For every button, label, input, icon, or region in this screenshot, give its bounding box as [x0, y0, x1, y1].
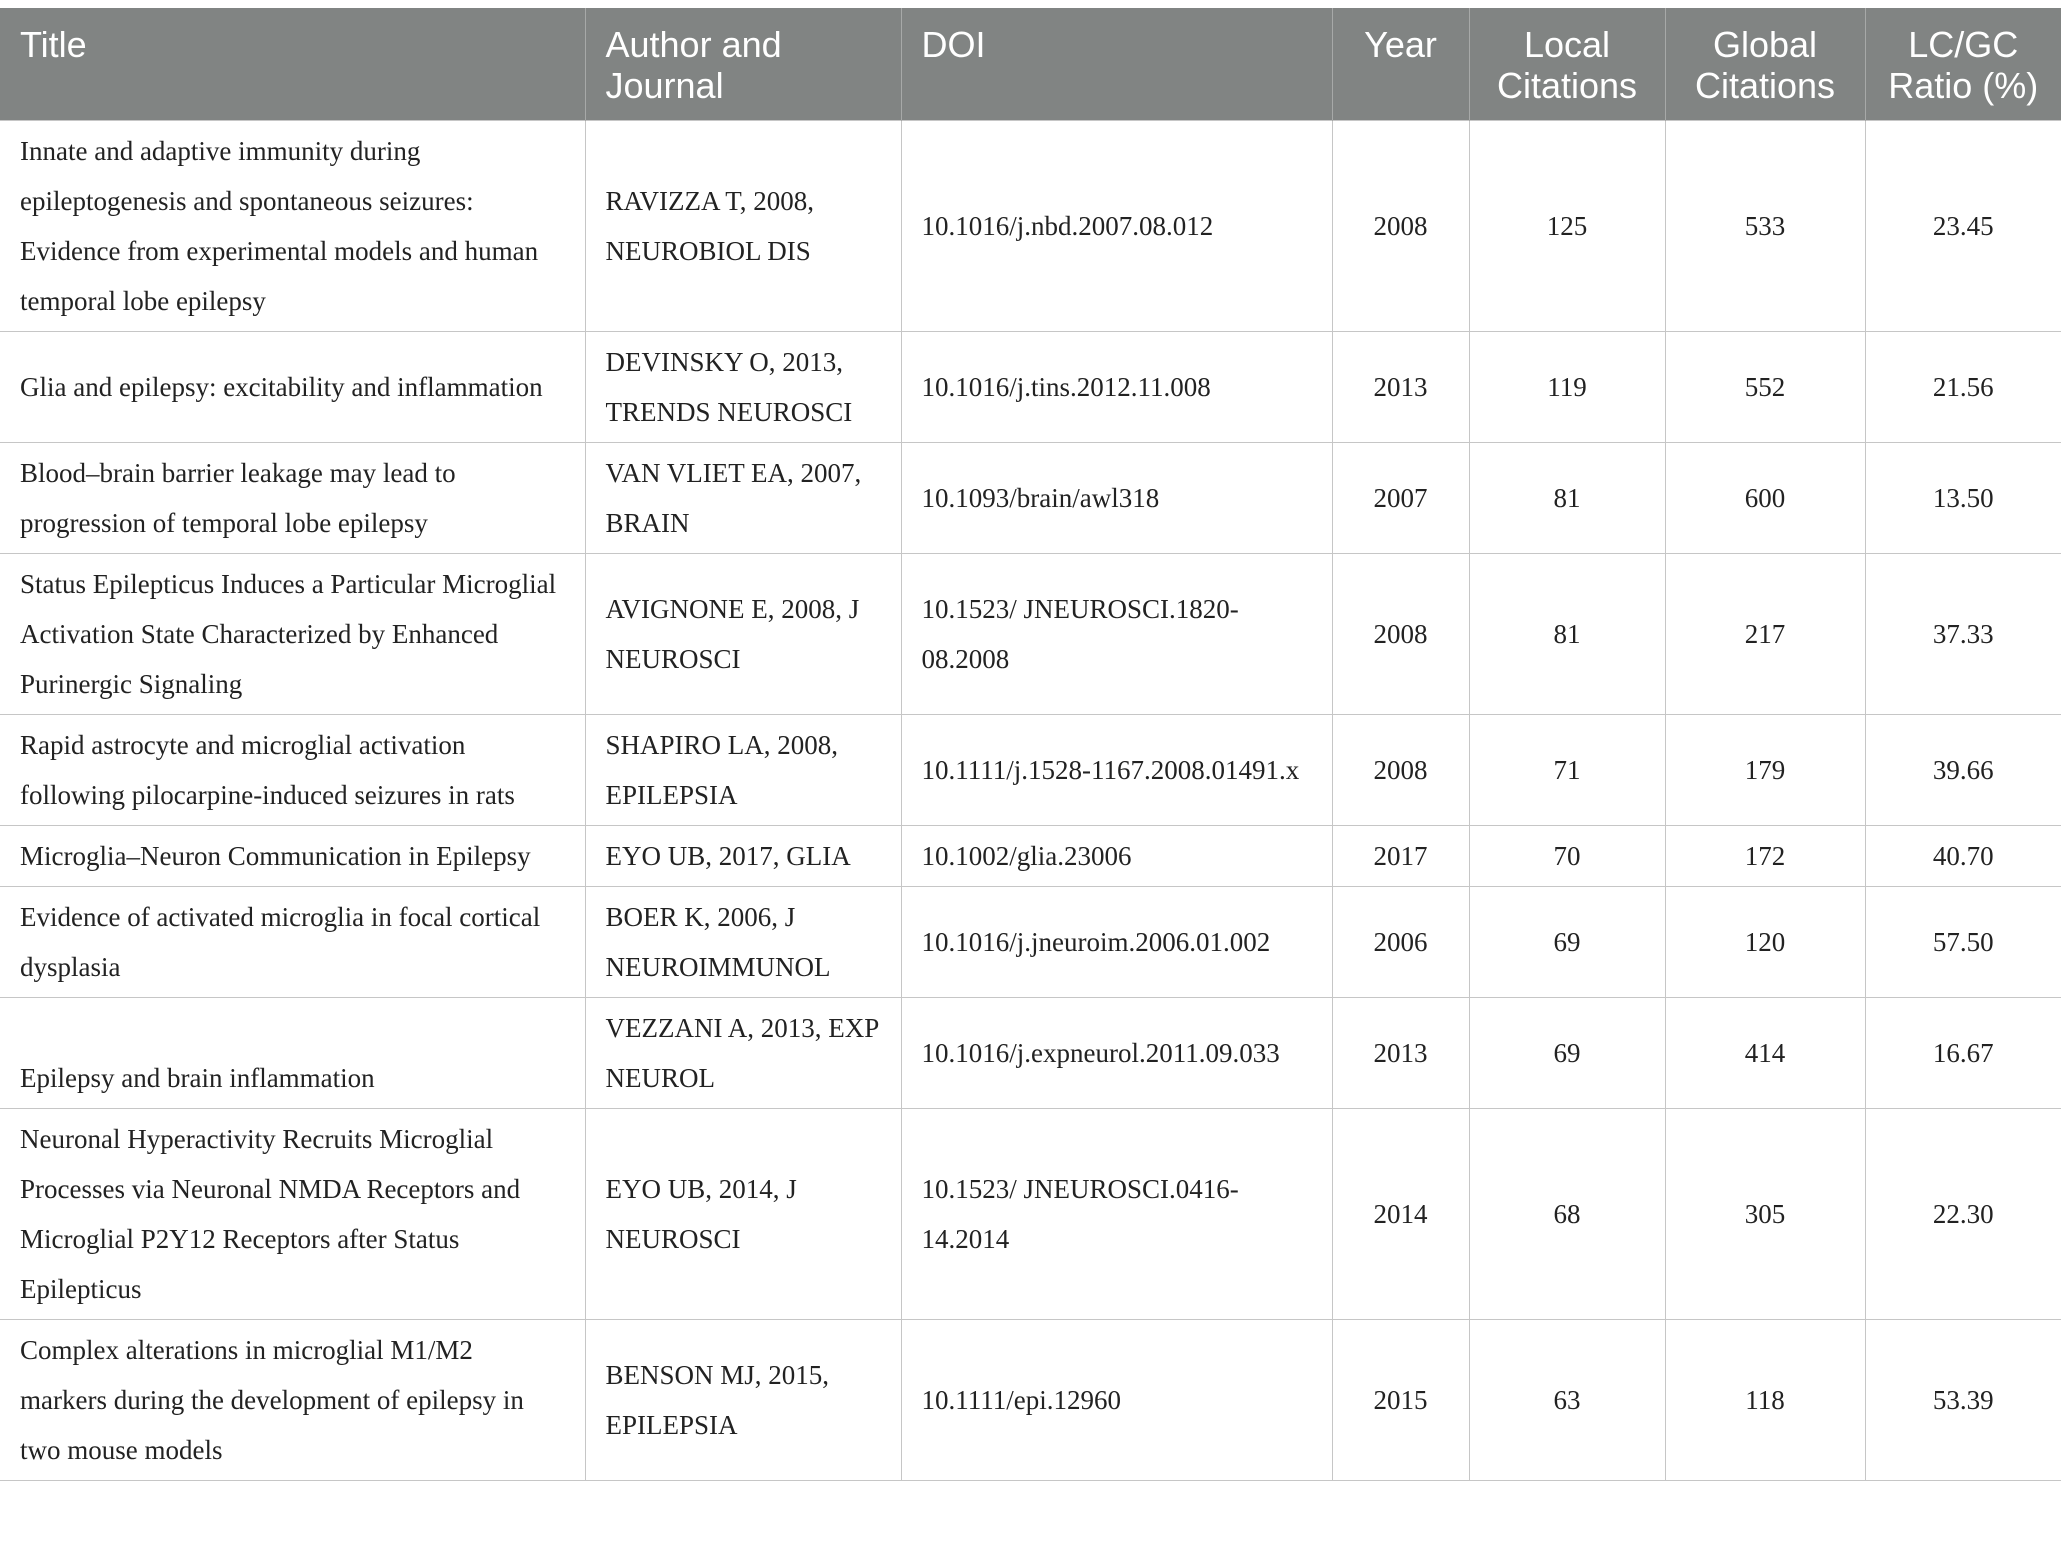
table-row [0, 825, 2061, 886]
cell-doi: 10.1016/j.nbd.2007.08.012 [901, 120, 1332, 331]
cell-title: Complex alterations in microglial M1/M2 markers during the development of epilepsy in two mouse models [0, 1319, 585, 1480]
cell-doi: 10.1016/j.jneuroim.2006.01.002 [901, 886, 1332, 997]
cell-global-citations: 533 [1665, 120, 1865, 331]
cell-doi: 10.1111/j.1528-1167.2008.01491.x [901, 714, 1332, 825]
cell-local-citations: 69 [1469, 886, 1665, 997]
cell-ratio: 21.56 [1865, 331, 2061, 442]
cell-title: Blood–brain barrier leakage may lead to progression of temporal lobe epilepsy [0, 442, 585, 553]
cell-ratio: 39.66 [1865, 714, 2061, 825]
cell-year: 2013 [1332, 997, 1469, 1108]
cell-title: Glia and epilepsy: excitability and inflammation [0, 331, 585, 442]
header-local-citations: Local Citations [1469, 8, 1665, 120]
cell-doi: 10.1523/ JNEUROSCI.0416-14.2014 [901, 1108, 1332, 1319]
cell-year: 2014 [1332, 1108, 1469, 1319]
cell-author-journal: BENSON MJ, 2015, EPILEPSIA [585, 1319, 901, 1480]
table-row [0, 331, 2061, 442]
table-row [0, 714, 2061, 825]
cell-global-citations: 600 [1665, 442, 1865, 553]
cell-year: 2015 [1332, 1319, 1469, 1480]
cell-ratio: 53.39 [1865, 1319, 2061, 1480]
cell-doi: 10.1093/brain/awl318 [901, 442, 1332, 553]
cell-ratio: 57.50 [1865, 886, 2061, 997]
cell-author-journal: AVIGNONE E, 2008, J NEUROSCI [585, 553, 901, 714]
table-row [0, 553, 2061, 714]
header-row [0, 8, 2061, 120]
table-row [0, 442, 2061, 553]
cell-global-citations: 120 [1665, 886, 1865, 997]
cell-doi: 10.1002/glia.23006 [901, 825, 1332, 886]
cell-local-citations: 125 [1469, 120, 1665, 331]
cell-title: Epilepsy and brain inflammation [0, 997, 585, 1108]
cell-author-journal: BOER K, 2006, J NEUROIMMUNOL [585, 886, 901, 997]
cell-ratio: 37.33 [1865, 553, 2061, 714]
cell-title: Innate and adaptive immunity during epileptogenesis and spontaneous seizures: Evidence from experimental models and human temporal lobe epilepsy [0, 120, 585, 331]
cell-global-citations: 118 [1665, 1319, 1865, 1480]
header-ratio: LC/GC Ratio (%) [1865, 8, 2061, 120]
cell-local-citations: 81 [1469, 553, 1665, 714]
cell-author-journal: DEVINSKY O, 2013, TRENDS NEUROSCI [585, 331, 901, 442]
cell-title: Microglia–Neuron Communication in Epilepsy [0, 825, 585, 886]
table-row [0, 1108, 2061, 1319]
cell-title: Status Epilepticus Induces a Particular Microglial Activation State Characterized by Enhanced Purinergic Signaling [0, 553, 585, 714]
table-row [0, 1319, 2061, 1480]
cell-local-citations: 81 [1469, 442, 1665, 553]
cell-global-citations: 217 [1665, 553, 1865, 714]
cell-ratio: 22.30 [1865, 1108, 2061, 1319]
cell-global-citations: 179 [1665, 714, 1865, 825]
cell-ratio: 16.67 [1865, 997, 2061, 1108]
header-author-journal: Author and Journal [585, 8, 901, 120]
cell-local-citations: 119 [1469, 331, 1665, 442]
cell-doi: 10.1523/ JNEUROSCI.1820-08.2008 [901, 553, 1332, 714]
cell-author-journal: VEZZANI A, 2013, EXP NEUROL [585, 997, 901, 1108]
cell-author-journal: RAVIZZA T, 2008, NEUROBIOL DIS [585, 120, 901, 331]
cell-ratio: 40.70 [1865, 825, 2061, 886]
cell-author-journal: EYO UB, 2014, J NEUROSCI [585, 1108, 901, 1319]
cell-ratio: 13.50 [1865, 442, 2061, 553]
cell-author-journal: EYO UB, 2017, GLIA [585, 825, 901, 886]
table-row [0, 997, 2061, 1108]
cell-local-citations: 68 [1469, 1108, 1665, 1319]
table-row [0, 120, 2061, 331]
cell-title: Evidence of activated microglia in focal cortical dysplasia [0, 886, 585, 997]
cell-local-citations: 70 [1469, 825, 1665, 886]
header-doi: DOI [901, 8, 1332, 120]
cell-global-citations: 305 [1665, 1108, 1865, 1319]
cell-year: 2008 [1332, 714, 1469, 825]
citations-table [0, 8, 2061, 1481]
cell-year: 2008 [1332, 553, 1469, 714]
cell-global-citations: 414 [1665, 997, 1865, 1108]
cell-global-citations: 172 [1665, 825, 1865, 886]
cell-ratio: 23.45 [1865, 120, 2061, 331]
cell-local-citations: 69 [1469, 997, 1665, 1108]
cell-author-journal: SHAPIRO LA, 2008, EPILEPSIA [585, 714, 901, 825]
cell-year: 2017 [1332, 825, 1469, 886]
cell-doi: 10.1016/j.expneurol.2011.09.033 [901, 997, 1332, 1108]
cell-doi: 10.1111/epi.12960 [901, 1319, 1332, 1480]
cell-global-citations: 552 [1665, 331, 1865, 442]
cell-title: Rapid astrocyte and microglial activation following pilocarpine-induced seizures in rats [0, 714, 585, 825]
header-title: Title [0, 8, 585, 120]
cell-year: 2007 [1332, 442, 1469, 553]
header-year: Year [1332, 8, 1469, 120]
cell-doi: 10.1016/j.tins.2012.11.008 [901, 331, 1332, 442]
cell-year: 2006 [1332, 886, 1469, 997]
cell-local-citations: 63 [1469, 1319, 1665, 1480]
cell-title: Neuronal Hyperactivity Recruits Microglial Processes via Neuronal NMDA Receptors and Microglial P2Y12 Receptors after Status Epilepticus [0, 1108, 585, 1319]
cell-year: 2013 [1332, 331, 1469, 442]
cell-year: 2008 [1332, 120, 1469, 331]
table-row [0, 886, 2061, 997]
cell-local-citations: 71 [1469, 714, 1665, 825]
header-global-citations: Global Citations [1665, 8, 1865, 120]
cell-author-journal: VAN VLIET EA, 2007, BRAIN [585, 442, 901, 553]
